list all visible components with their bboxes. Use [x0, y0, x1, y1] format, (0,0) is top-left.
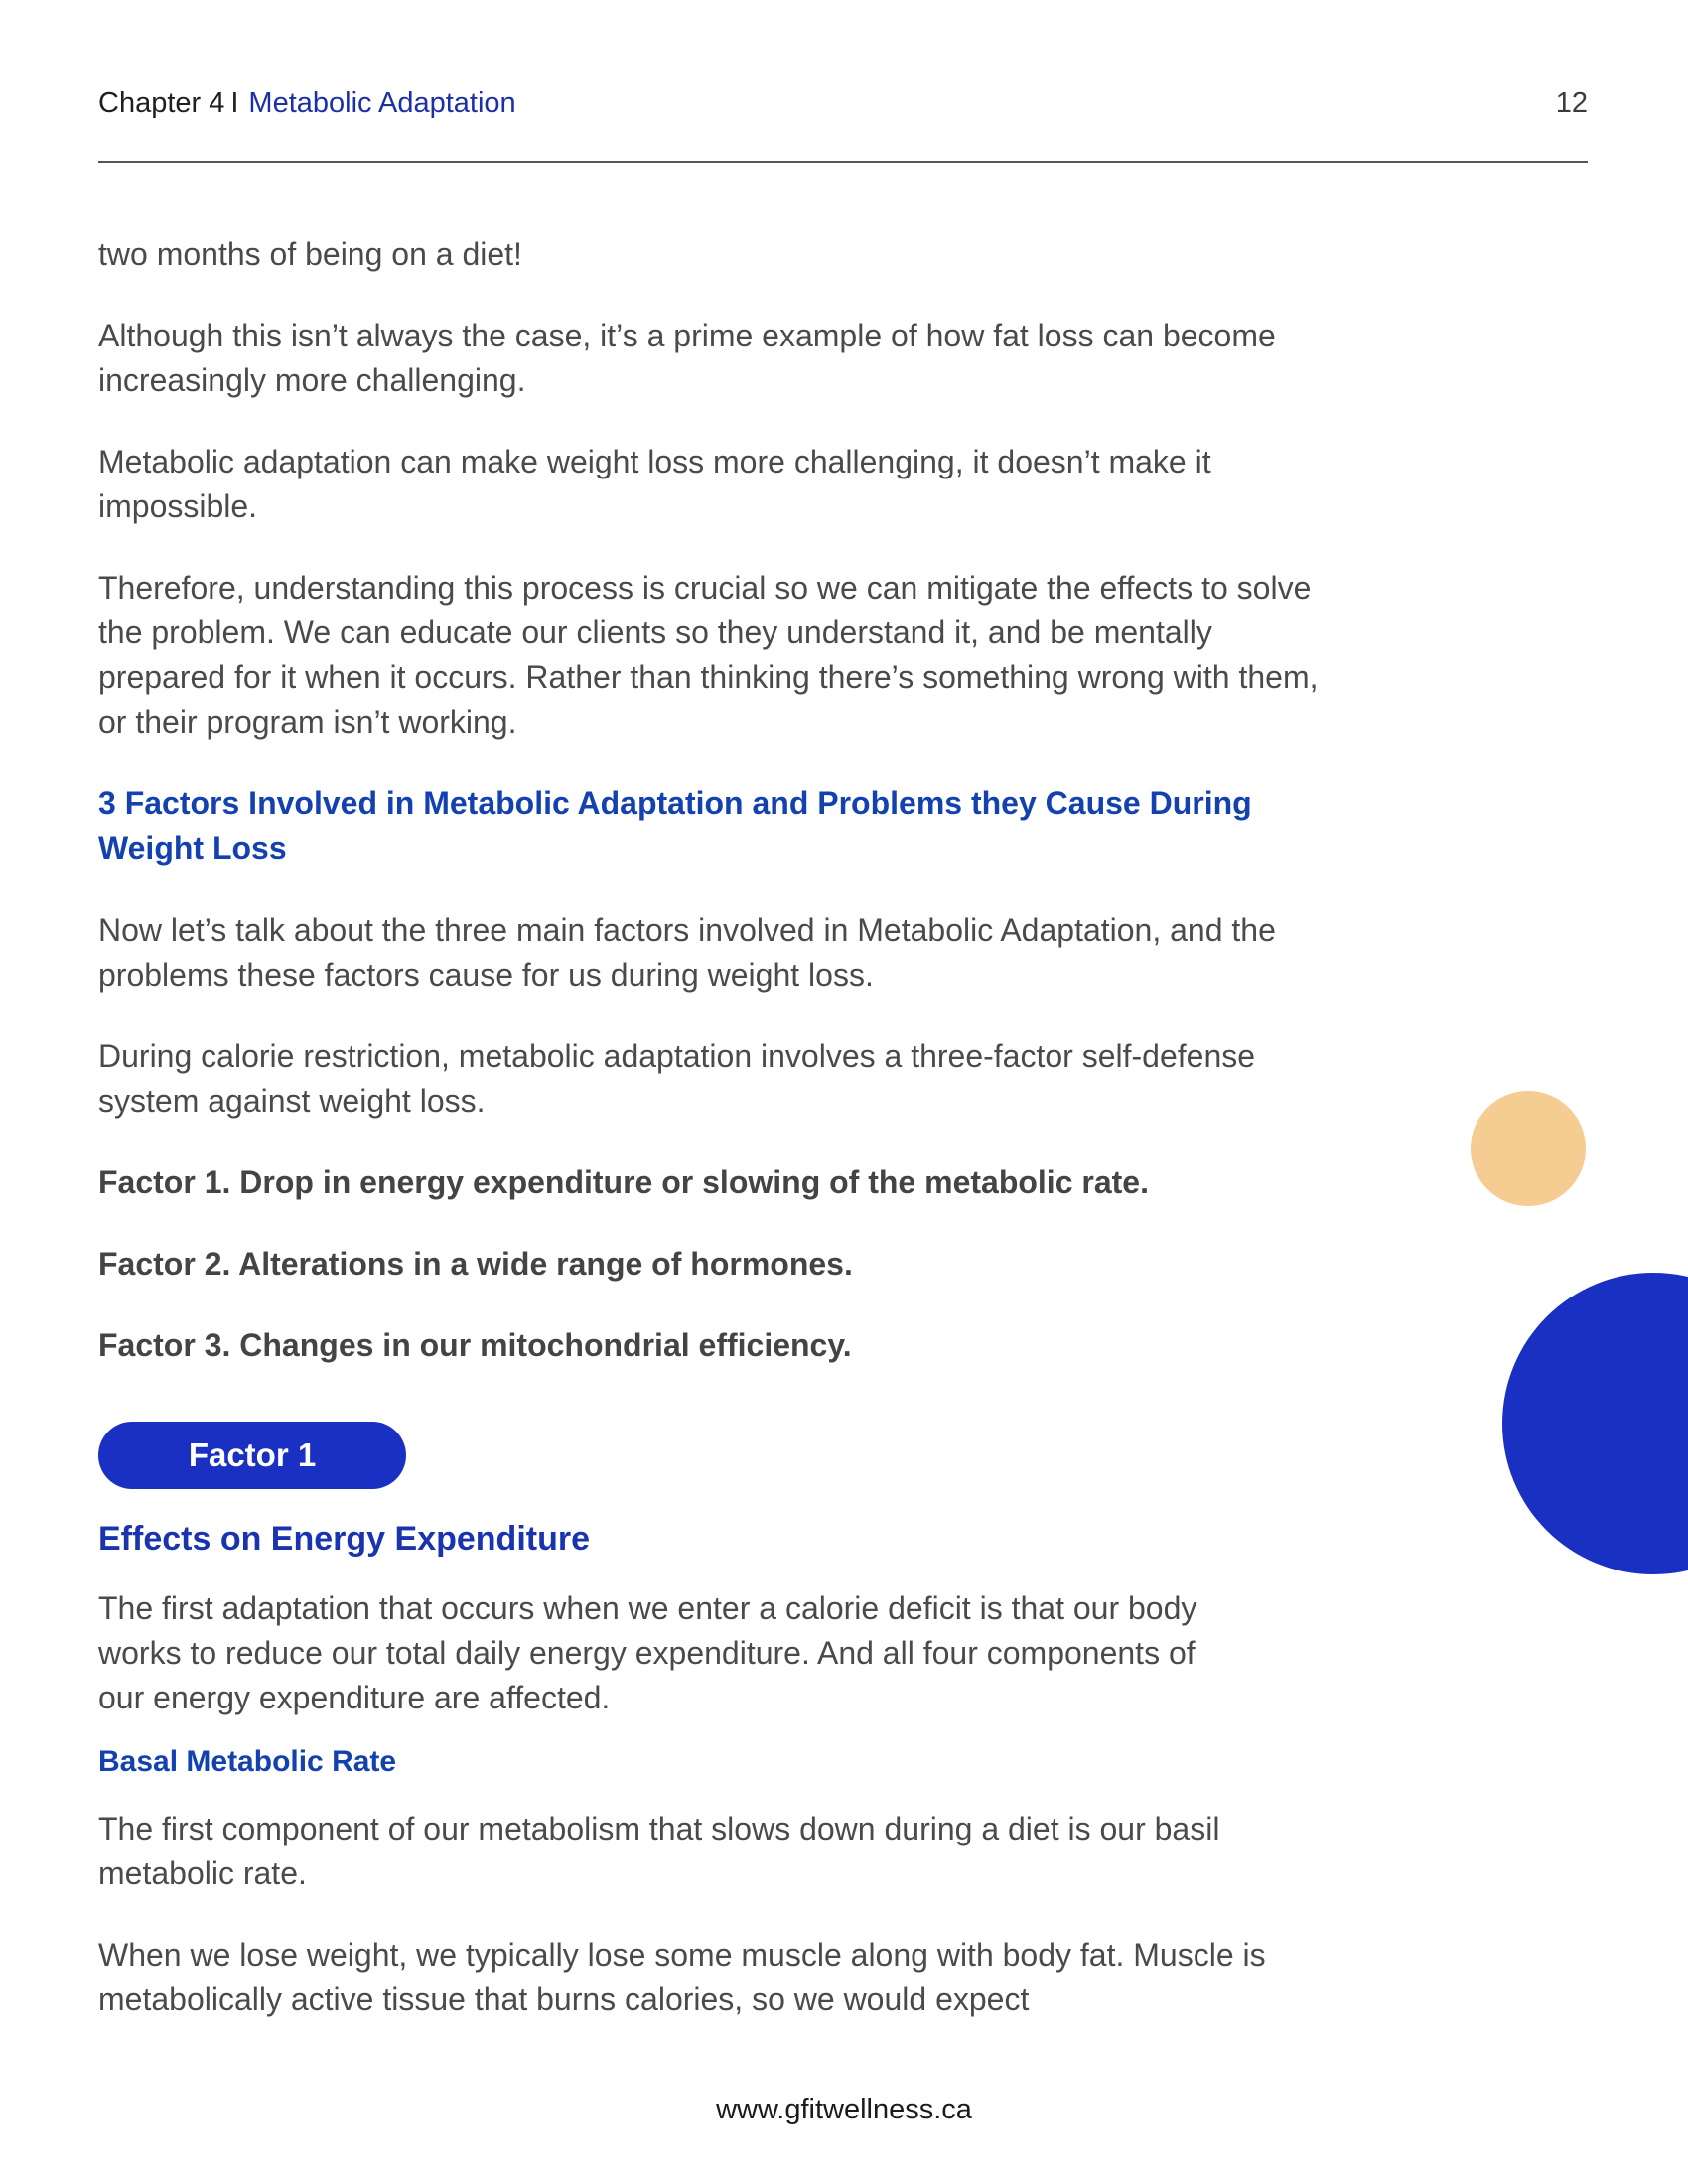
paragraph-self-defense: During calorie restriction, metabolic adaptation involves a three-factor self-defense system against weight loss.: [98, 1038, 1256, 1119]
section-heading: 3 Factors Involved in Metabolic Adaptation and Problems they Cause During Weight Loss: [98, 785, 1252, 866]
header-divider: [98, 161, 1588, 163]
factor-1-pill: Factor 1: [98, 1422, 406, 1489]
factor-2-line: Factor 2. Alterations in a wide range of hormones.: [98, 1246, 853, 1282]
factor-1-line: Factor 1. Drop in energy expenditure or slowing of the metabolic rate.: [98, 1164, 1149, 1200]
paragraph-diet-duration: two months of being on a diet!: [98, 236, 522, 272]
chapter-label: Chapter 4: [98, 87, 225, 119]
paragraph-muscle-loss: When we lose weight, we typically lose some muscle along with body fat. Muscle is metabolically active tissue that burns calories, so we would expect: [98, 1937, 1266, 2017]
paragraph-bmr: The first component of our metabolism that slows down during a diet is our basil metabolic rate.: [98, 1811, 1220, 1891]
chapter-title: Metabolic Adaptation: [248, 87, 516, 119]
paragraph-not-impossible: Metabolic adaptation can make weight loss more challenging, it doesn’t make it impossible.: [98, 444, 1211, 524]
paragraph-factors-intro: Now let’s talk about the three main factors involved in Metabolic Adaptation, and the problems these factors cause for us during weight loss.: [98, 912, 1276, 993]
page-number: 12: [1555, 87, 1588, 119]
paragraph-understanding: Therefore, understanding this process is crucial so we can mitigate the effects to solve the problem. We can educate our clients so they understand it, and be mentally prepared for it when it occurs. Rather than thinking there’s something wrong with them, or their program isn’t working.: [98, 570, 1319, 740]
factor-3-line: Factor 3. Changes in our mitochondrial efficiency.: [98, 1327, 852, 1363]
page-content: [98, 232, 1319, 2059]
paragraph-fat-loss-challenge: Although this isn’t always the case, it’s a prime example of how fat loss can become increasingly more challenging.: [98, 318, 1276, 398]
energy-expenditure-heading: Effects on Energy Expenditure: [98, 1520, 590, 1558]
header-separator: I: [230, 87, 239, 119]
page-header: [98, 83, 1588, 123]
footer-url: www.gfitwellness.ca: [716, 2094, 972, 2125]
paragraph-first-adaptation: The first adaptation that occurs when we enter a calorie deficit is that our body works to reduce our total daily energy expenditure. And all four components of our energy expenditure are affected.: [98, 1590, 1197, 1715]
decorative-blue-circle: [1502, 1273, 1688, 1574]
decorative-orange-circle: [1471, 1091, 1586, 1206]
basal-metabolic-rate-heading: Basal Metabolic Rate: [98, 1745, 397, 1778]
